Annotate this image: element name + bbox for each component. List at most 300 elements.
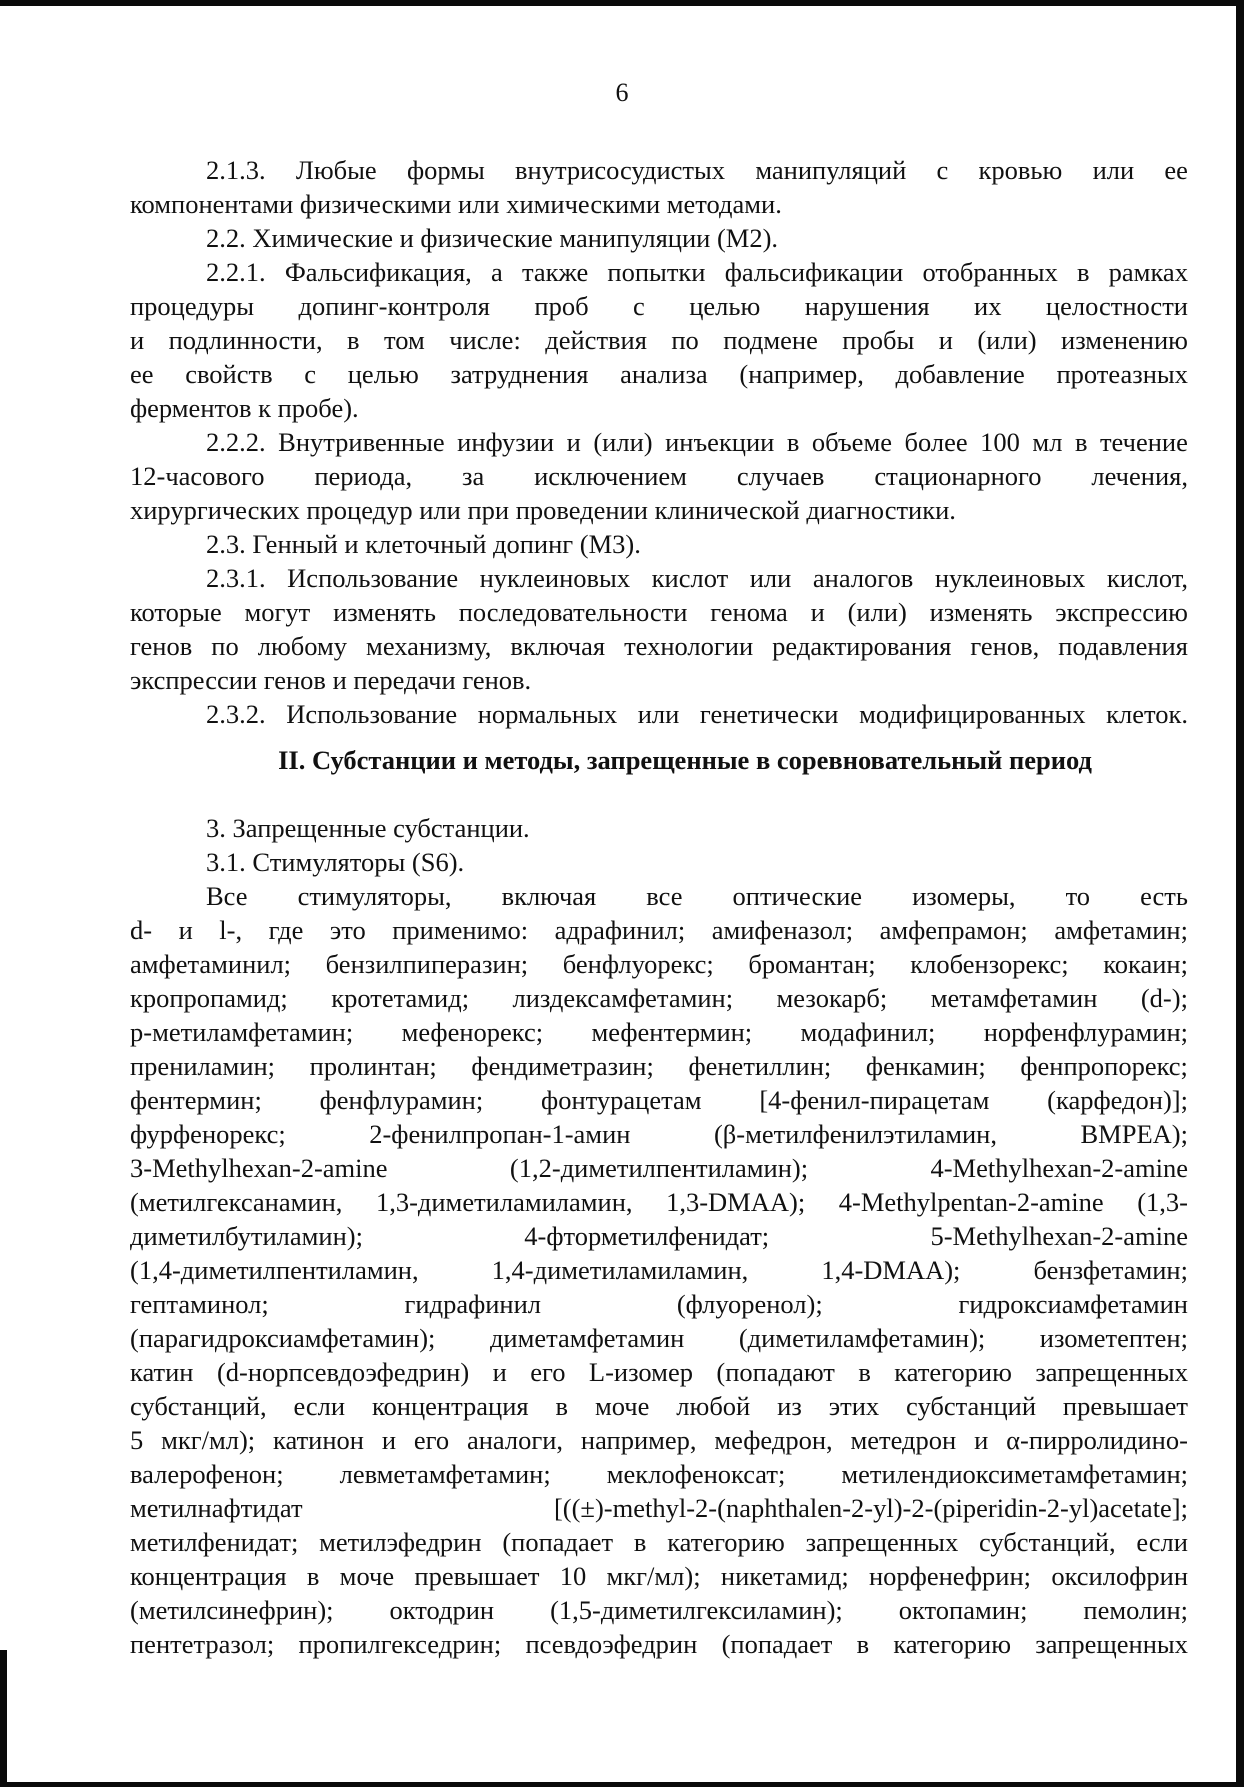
- word: (или): [847, 597, 907, 627]
- word: фенфлурамин;: [319, 1085, 484, 1115]
- word: инфузии: [457, 427, 555, 457]
- text-line: [130, 1355, 1188, 1389]
- word: целью: [689, 291, 761, 321]
- word: ее: [130, 359, 154, 389]
- text-line: [130, 1423, 1188, 1457]
- word: анализа: [620, 359, 708, 389]
- word: клеточный: [365, 529, 487, 559]
- word: внутрисосудистых: [515, 155, 726, 185]
- word: катинон: [273, 1425, 364, 1455]
- word: субстанции.: [393, 813, 530, 843]
- word: и: [974, 1425, 989, 1455]
- word: или: [458, 189, 500, 219]
- word: применимо:: [392, 915, 529, 945]
- word: (попадают: [716, 1357, 835, 1387]
- word: и: [130, 325, 145, 355]
- word: метилендиоксиметамфетамин;: [841, 1459, 1188, 1489]
- word: из: [777, 1391, 802, 1421]
- word: при: [467, 495, 510, 525]
- text-line: [130, 1015, 1188, 1049]
- word: (β-метилфенилэтиламин,: [713, 1119, 997, 1149]
- word: фенпропорекс;: [1020, 1051, 1188, 1081]
- word: мкг/мл);: [161, 1425, 256, 1455]
- word: аналоги,: [466, 1425, 564, 1455]
- word: 3.1.: [206, 847, 246, 877]
- word: экспрессии: [130, 665, 258, 695]
- word: или: [419, 495, 461, 525]
- word: фентермин;: [130, 1085, 262, 1115]
- word: и: [492, 1357, 507, 1387]
- word: 3-Methylhexan-2-amine: [130, 1153, 388, 1183]
- word: L-изомер: [588, 1357, 693, 1387]
- word: Запрещенные: [232, 813, 387, 843]
- word: метилэфедрин: [319, 1527, 482, 1557]
- word: меклофеноксат;: [606, 1459, 786, 1489]
- text-line: [130, 1457, 1188, 1491]
- text-line: [130, 1525, 1188, 1559]
- word: лечения,: [1091, 461, 1188, 491]
- text-line: [130, 1321, 1188, 1355]
- word: бенфлуорекс;: [562, 949, 714, 979]
- text-line: [130, 947, 1188, 981]
- word: мезокарб;: [776, 983, 888, 1013]
- word: нормальных: [477, 699, 618, 729]
- text-line: [130, 1491, 1188, 1525]
- word: оптические: [732, 881, 863, 911]
- word: целью: [347, 359, 419, 389]
- word: где: [268, 915, 304, 945]
- word: и: [178, 915, 193, 945]
- word: мефедрон,: [714, 1425, 833, 1455]
- word: (1,5-диметилгексиламин);: [550, 1595, 843, 1625]
- word: (диметиламфетамин);: [738, 1323, 986, 1353]
- word: метилфенидат;: [130, 1527, 299, 1557]
- word: фальсификации: [724, 257, 904, 287]
- word: ее: [1164, 155, 1188, 185]
- word: попытки: [607, 257, 706, 287]
- word: отобранных: [922, 257, 1058, 287]
- text-line: [130, 1083, 1188, 1117]
- word: субстанций: [906, 1391, 1036, 1421]
- word: генов.: [462, 665, 532, 695]
- word: а: [490, 257, 503, 287]
- word: нарушения: [804, 291, 930, 321]
- word: Любые: [295, 155, 377, 185]
- word: объеме: [811, 427, 892, 457]
- word: есть: [1140, 881, 1188, 911]
- word: процедур: [306, 495, 413, 525]
- word: диметилбутиламин);: [130, 1221, 363, 1251]
- word: (метилсинефрин);: [130, 1595, 334, 1625]
- word: генов,: [970, 631, 1040, 661]
- word: экспрессию: [1055, 597, 1188, 627]
- word: к: [258, 393, 271, 423]
- word: Стимуляторы: [252, 847, 406, 877]
- text-line: [130, 1253, 1188, 1287]
- text-line: [206, 845, 1188, 879]
- section-heading: II. Субстанции и методы, запрещенные в соревновательный период: [278, 745, 1092, 775]
- word: с: [304, 359, 317, 389]
- word: октопамин;: [898, 1595, 1028, 1625]
- word: гидроксиамфетамин: [958, 1289, 1188, 1319]
- word: его: [530, 1357, 566, 1387]
- word: фенетиллин;: [688, 1051, 832, 1081]
- word: запрещенных: [805, 1527, 959, 1557]
- word: фурфенорекс;: [130, 1119, 286, 1149]
- word: 5: [130, 1425, 144, 1455]
- word: по: [671, 325, 699, 355]
- word: адрафинил;: [554, 915, 686, 945]
- word: или: [637, 699, 680, 729]
- word: концентрация: [372, 1391, 529, 1421]
- word: 4-Methylhexan-2-amine: [930, 1153, 1188, 1183]
- word: по: [211, 631, 239, 661]
- word: амфетамин;: [1054, 915, 1188, 945]
- word: генов: [263, 665, 326, 695]
- word: его: [413, 1425, 450, 1455]
- word: левметамфетамин;: [339, 1459, 551, 1489]
- word: и: [344, 529, 359, 559]
- word: кровью: [978, 155, 1063, 185]
- word: диметамфетамин: [489, 1323, 685, 1353]
- text-line: [130, 1593, 1188, 1627]
- scan-edge-right: [1236, 0, 1244, 1787]
- word: норфенфлурамин;: [983, 1017, 1188, 1047]
- word: 1,4-диметиламиламин,: [491, 1255, 749, 1285]
- text-line: [130, 1559, 1188, 1593]
- word: (1,3-: [1137, 1187, 1188, 1217]
- word: фендиметразин;: [471, 1051, 654, 1081]
- word: свойств: [185, 359, 273, 389]
- text-line: [130, 913, 1188, 947]
- word: прениламин;: [130, 1051, 276, 1081]
- word: в: [347, 325, 360, 355]
- word: (парагидроксиамфетамин);: [130, 1323, 436, 1353]
- word: генетически: [699, 699, 839, 729]
- word: проб: [534, 291, 589, 321]
- word: (d-);: [1140, 983, 1188, 1013]
- word: (карфедон)];: [1047, 1085, 1188, 1115]
- word: и: [332, 665, 347, 695]
- word: оксилофрин: [1051, 1561, 1188, 1591]
- word: все: [646, 881, 683, 911]
- word: кротетамид;: [331, 983, 470, 1013]
- word: с: [633, 291, 645, 321]
- word: субстанций,: [979, 1527, 1116, 1557]
- word: (например,: [739, 359, 864, 389]
- word: пробе).: [277, 393, 359, 423]
- word: инъекции: [665, 427, 775, 457]
- text-line: [130, 459, 1188, 493]
- text-line: [206, 879, 1188, 913]
- word: если: [1136, 1527, 1188, 1557]
- text-line: [130, 357, 1188, 391]
- word: метилнафтидат: [130, 1493, 303, 1523]
- text-line: [206, 527, 1188, 561]
- text-line: [206, 221, 1188, 255]
- word: включая: [501, 881, 597, 911]
- word: Химические: [252, 223, 393, 253]
- word: (d-норпсевдоэфедрин): [216, 1357, 470, 1387]
- word: субстанций,: [130, 1391, 267, 1421]
- word: [4-фенил-пирацетам: [759, 1085, 990, 1115]
- word: (или): [593, 427, 653, 457]
- word: в: [306, 1561, 320, 1591]
- word: могут: [244, 597, 311, 627]
- text-line: [130, 1287, 1188, 1321]
- word: Использование: [287, 563, 459, 593]
- word: (1,2-диметилпентиламин);: [509, 1153, 809, 1183]
- word: клинической: [654, 495, 800, 525]
- word: допинг: [493, 529, 574, 559]
- word: кокаин;: [1103, 949, 1188, 979]
- word: действия: [545, 325, 647, 355]
- word: 4-фторметилфенидат;: [524, 1221, 770, 1251]
- word: или: [1092, 155, 1135, 185]
- word: этих: [828, 1391, 880, 1421]
- word: и: [566, 427, 581, 457]
- word: превышает: [1062, 1391, 1188, 1421]
- word: включая: [510, 631, 606, 661]
- word: подавления: [1058, 631, 1188, 661]
- scan-edge-left: [0, 1650, 7, 1787]
- text-line: [130, 1389, 1188, 1423]
- word: аналогов: [812, 563, 914, 593]
- word: пропилгекседрин;: [298, 1629, 502, 1659]
- word: например,: [580, 1425, 697, 1455]
- word: амфепрамон;: [879, 915, 1028, 945]
- word: механизму,: [366, 631, 492, 661]
- word: ферментов: [130, 393, 252, 423]
- word: метамфетамин: [930, 983, 1098, 1013]
- word: клобензорекс;: [910, 949, 1069, 979]
- word: физические: [420, 223, 553, 253]
- page-number: 6: [615, 78, 629, 107]
- word: их: [974, 291, 1002, 321]
- word: и: [381, 1425, 397, 1455]
- word: категорию: [893, 1629, 1011, 1659]
- word: никетамид;: [720, 1561, 849, 1591]
- word: хирургических: [130, 495, 300, 525]
- text-line: [130, 289, 1188, 323]
- word: рамках: [1108, 257, 1188, 287]
- word: (попадает: [502, 1527, 614, 1557]
- text-line: [130, 1151, 1188, 1185]
- word: 2.3.: [206, 529, 246, 559]
- word: манипуляций: [755, 155, 907, 185]
- scan-edge-top: [0, 0, 1244, 6]
- word: целостности: [1045, 291, 1188, 321]
- word: которые: [130, 597, 222, 627]
- text-line: [130, 1049, 1188, 1083]
- word: лиздексамфетамин;: [512, 983, 734, 1013]
- word: течение: [1099, 427, 1188, 457]
- word: BMPEA);: [1080, 1119, 1188, 1149]
- word: генома: [710, 597, 788, 627]
- text-line: [130, 1627, 1188, 1661]
- word: изометептен;: [1039, 1323, 1188, 1353]
- text-line: [130, 187, 1188, 221]
- word: (или): [977, 325, 1037, 355]
- word: Внутривенные: [278, 427, 445, 457]
- word: (флуоренол);: [676, 1289, 823, 1319]
- word: гептаминол;: [130, 1289, 269, 1319]
- word: клеток.: [1106, 699, 1188, 729]
- word: α-пирролидино-: [1006, 1425, 1188, 1455]
- word: 1,4-DMAA);: [821, 1255, 961, 1285]
- word: валерофенон;: [130, 1459, 284, 1489]
- word: процедуры: [130, 291, 255, 321]
- word: стимуляторы,: [297, 881, 452, 911]
- word: технологии: [624, 631, 754, 661]
- word: пемолин;: [1083, 1595, 1188, 1625]
- word: также: [521, 257, 589, 287]
- word: нуклеиновых: [479, 563, 631, 593]
- word: моче: [594, 1391, 650, 1421]
- word: (1,4-диметилпентиламин,: [130, 1255, 419, 1285]
- word: добавление: [895, 359, 1025, 389]
- word: в: [856, 1629, 870, 1659]
- text-line: [130, 391, 1188, 425]
- word: Все: [206, 881, 248, 911]
- word: с: [936, 155, 949, 185]
- word: превышает: [414, 1561, 540, 1591]
- word: подлинности,: [168, 325, 323, 355]
- word: то: [1065, 881, 1091, 911]
- word: и: [399, 223, 414, 253]
- word: пролинтан;: [309, 1051, 437, 1081]
- word: концентрация: [130, 1561, 287, 1591]
- word: подмене: [723, 325, 818, 355]
- text-line: [206, 153, 1188, 187]
- word: случаев: [736, 461, 825, 491]
- word: кислот: [651, 563, 729, 593]
- text-line: [130, 493, 1188, 527]
- word: диагностики.: [806, 495, 956, 525]
- word: 100: [980, 427, 1020, 457]
- word: (М3).: [579, 529, 641, 559]
- text-line: [130, 323, 1188, 357]
- word: амифеназол;: [711, 915, 854, 945]
- word: химическими: [506, 189, 661, 219]
- word: 2-фенилпропан-1-амин: [369, 1119, 631, 1149]
- word: генов: [130, 631, 193, 661]
- word: категорию: [667, 1527, 785, 1557]
- word: в: [633, 1527, 647, 1557]
- word: пробы: [842, 325, 915, 355]
- text-line: [130, 663, 1188, 697]
- word: в: [1076, 257, 1090, 287]
- word: если: [293, 1391, 346, 1421]
- word: бензилпиперазин;: [325, 949, 529, 979]
- text-line: [206, 425, 1188, 459]
- word: стационарного: [874, 461, 1042, 491]
- word: d-: [130, 915, 153, 945]
- word: компонентами: [130, 189, 294, 219]
- word: модифицированных: [859, 699, 1086, 729]
- word: периода,: [314, 461, 413, 491]
- word: 3.: [206, 813, 226, 843]
- word: метедрон: [850, 1425, 957, 1455]
- text-line: [130, 1117, 1188, 1151]
- word: и: [938, 325, 953, 355]
- word: протеазных: [1056, 359, 1188, 389]
- word: октодрин: [389, 1595, 495, 1625]
- word: манипуляции: [559, 223, 711, 253]
- word: нуклеиновых: [934, 563, 1086, 593]
- word: Фальсификация,: [284, 257, 472, 287]
- word: 2.3.1.: [206, 563, 266, 593]
- word: 10: [559, 1561, 587, 1591]
- word: Генный: [252, 529, 338, 559]
- word: или: [749, 563, 792, 593]
- word: проведении: [515, 495, 648, 525]
- word: мкг/мл);: [606, 1561, 701, 1591]
- word: 2.2.1.: [206, 257, 266, 287]
- word: 1,3-DMAA);: [666, 1187, 806, 1217]
- word: [((±)-methyl-2-(naphthalen-2-yl)-2-(piperidin-2-yl)acetate];: [553, 1493, 1188, 1523]
- text-line: [206, 811, 1188, 845]
- word: изменять: [333, 597, 436, 627]
- word: Использование: [286, 699, 458, 729]
- word: запрещенных: [1035, 1629, 1188, 1659]
- word: мл: [1032, 427, 1063, 457]
- word: в: [858, 1357, 871, 1387]
- word: 2.2.2.: [206, 427, 266, 457]
- word: мефенорекс;: [401, 1017, 544, 1047]
- word: том: [384, 325, 425, 355]
- word: 4-Methylpentan-2-amine: [838, 1187, 1104, 1217]
- word: допинг-контроля: [298, 291, 490, 321]
- word: в: [1074, 427, 1088, 457]
- word: 2.2.: [206, 223, 246, 253]
- scan-edge-bottom: [0, 1782, 1244, 1787]
- word: 1,3-диметиламиламин,: [375, 1187, 633, 1217]
- word: исключением: [534, 461, 687, 491]
- text-line: [130, 1185, 1188, 1219]
- word: мефентермин;: [591, 1017, 753, 1047]
- text-line: [206, 561, 1188, 595]
- word: катин: [130, 1357, 194, 1387]
- word: и: [810, 597, 825, 627]
- word: (М2).: [716, 223, 779, 253]
- word: кислот,: [1106, 563, 1188, 593]
- word: (метилгексанамин,: [130, 1187, 343, 1217]
- text-line: [130, 595, 1188, 629]
- word: это: [329, 915, 366, 945]
- word: l-,: [219, 915, 243, 945]
- word: категорию: [894, 1357, 1012, 1387]
- word: редактирования: [772, 631, 952, 661]
- text-line: [130, 629, 1188, 663]
- word: методами.: [666, 189, 782, 219]
- word: изменять: [929, 597, 1033, 627]
- word: изменению: [1061, 325, 1188, 355]
- word: бромантан;: [748, 949, 876, 979]
- word: бензфетамин;: [1033, 1255, 1188, 1285]
- word: амфетаминил;: [130, 949, 292, 979]
- word: p-метиламфетамин;: [130, 1017, 354, 1047]
- word: фонтурацетам: [541, 1085, 702, 1115]
- text-line: [206, 697, 1188, 731]
- word: 5-Methylhexan-2-amine: [930, 1221, 1188, 1251]
- word: (S6).: [411, 847, 465, 877]
- word: пентетразол;: [130, 1629, 275, 1659]
- word: более: [904, 427, 968, 457]
- word: псевдоэфедрин: [525, 1629, 698, 1659]
- word: 2.3.2.: [206, 699, 266, 729]
- word: модафинил;: [800, 1017, 936, 1047]
